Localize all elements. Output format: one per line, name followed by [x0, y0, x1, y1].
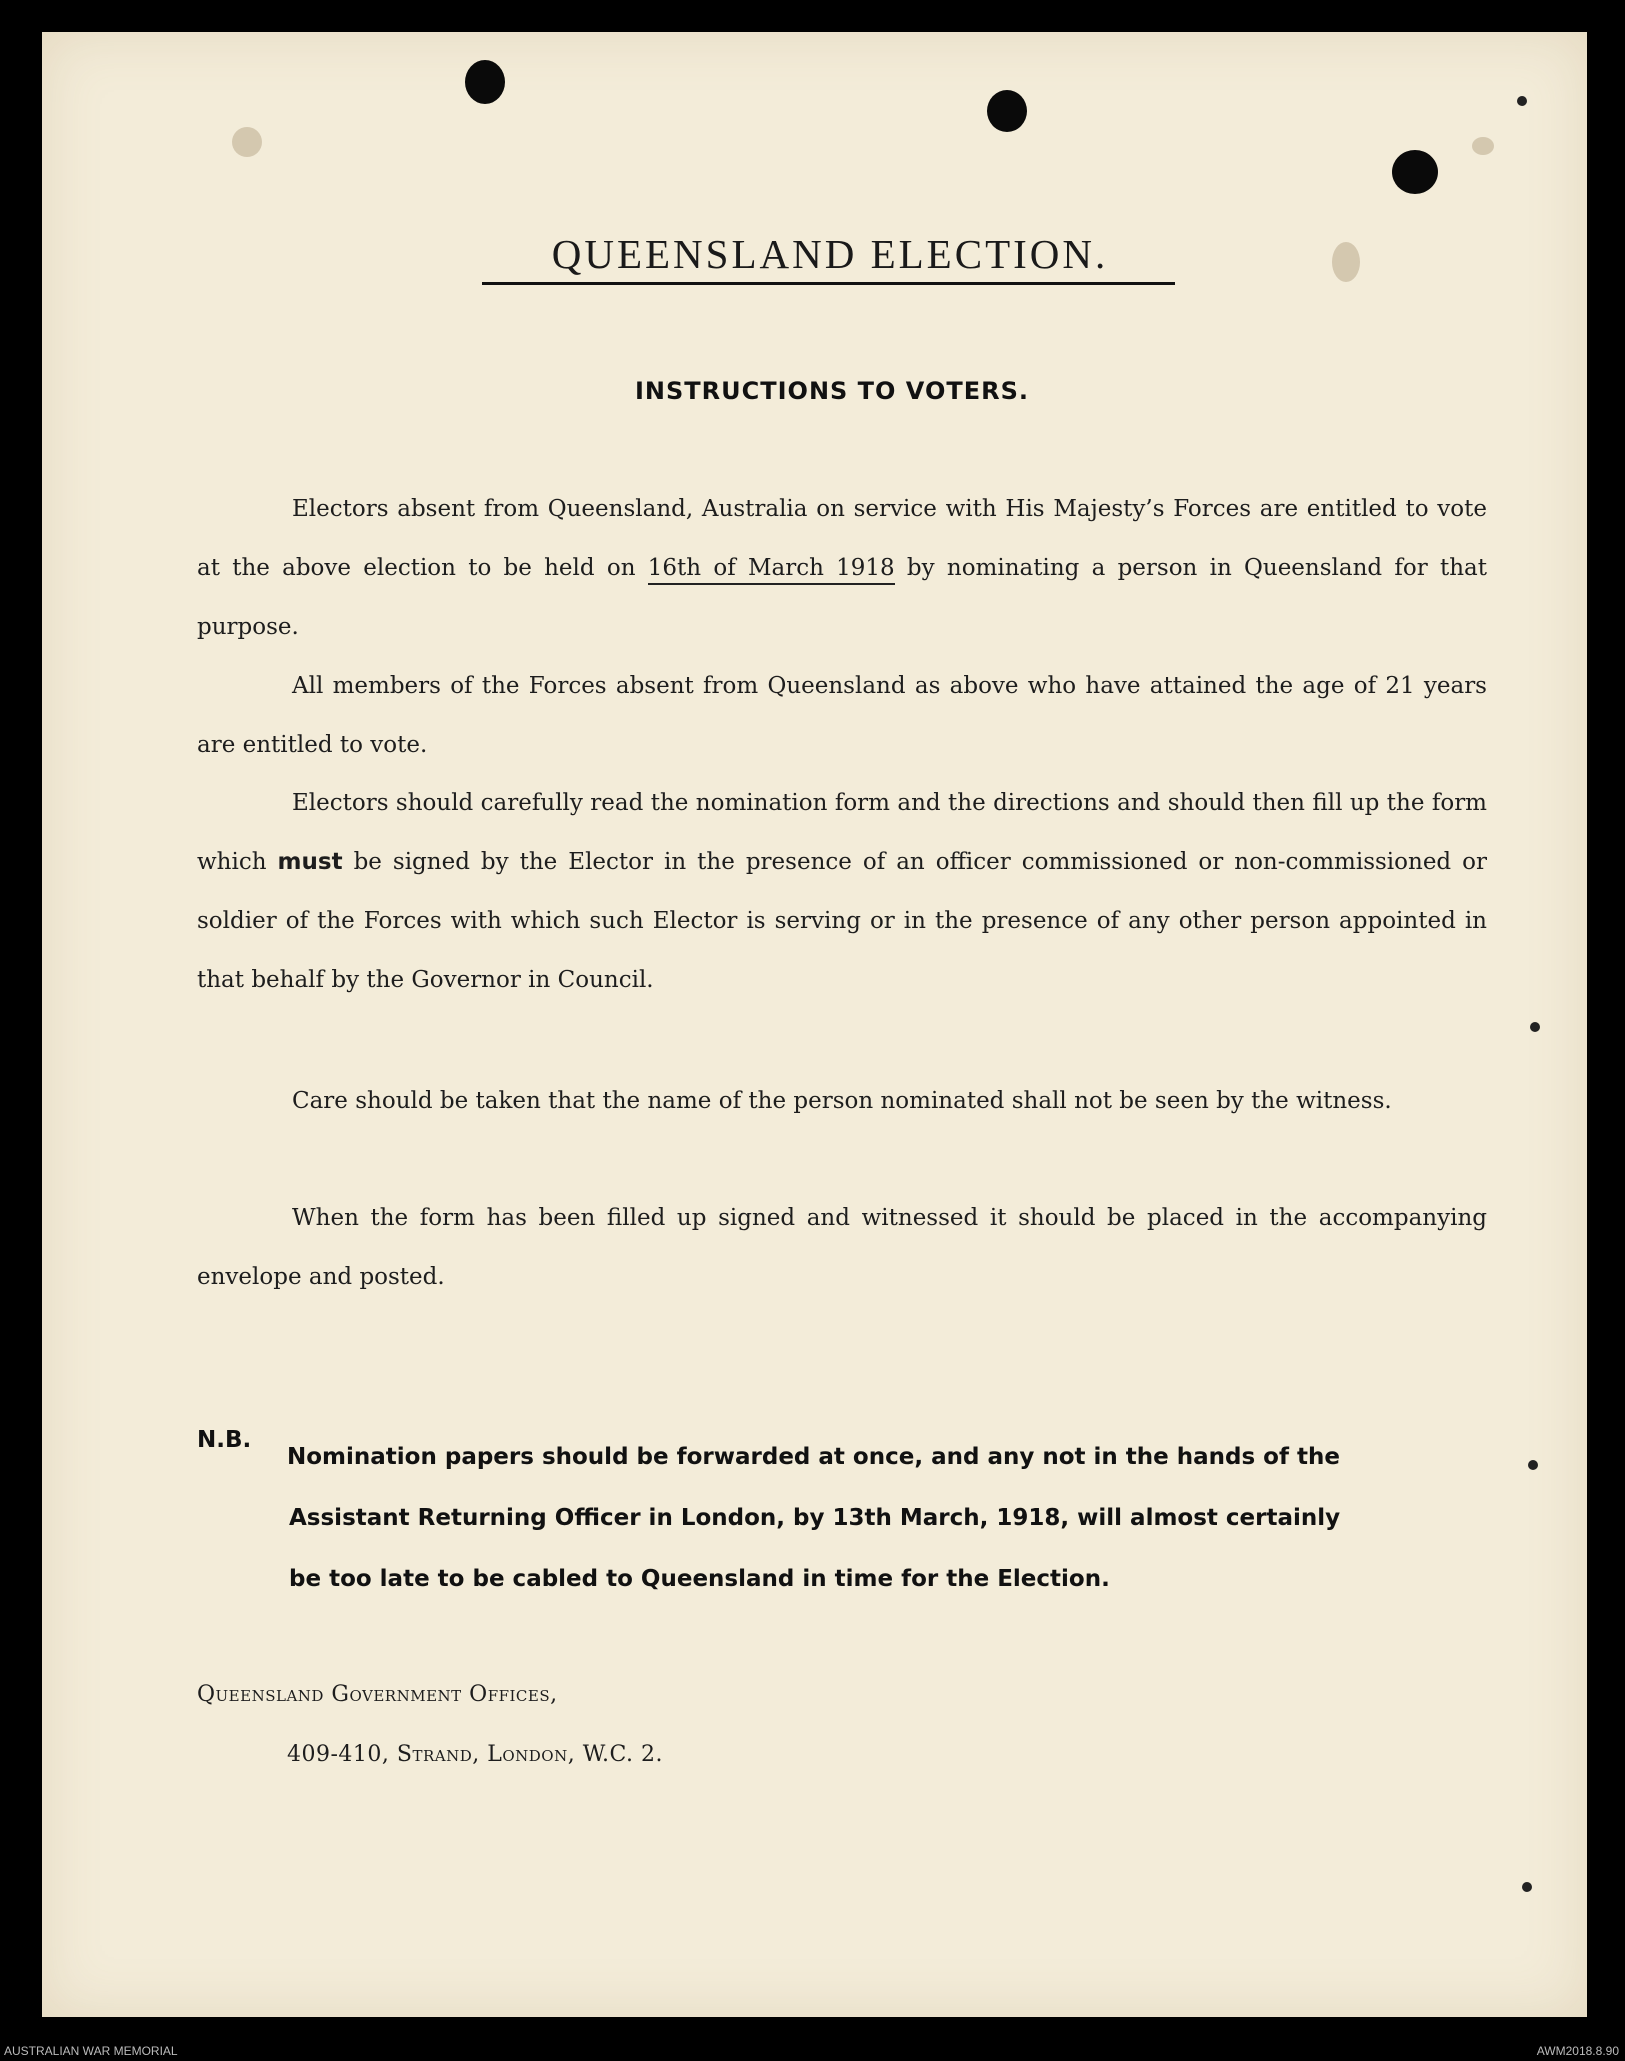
punch-hole [1392, 150, 1438, 194]
punch-hole [465, 60, 505, 104]
nb-line: be too late to be cabled to Queensland in time for the Election. [289, 1566, 1110, 1592]
paragraph-eligibility [197, 480, 1487, 657]
office-address: 409-410, Strand, London, W.C. 2. [287, 1742, 663, 1767]
document-subtitle: INSTRUCTIONS TO VOTERS. [634, 377, 1029, 405]
title-underline [482, 282, 1175, 285]
pin-hole [1528, 1460, 1538, 1470]
paragraph-text: Electors absent from Queensland, Australia on service with His Majesty’s Forces are entitled to vote at the above election to be held on [197, 496, 1487, 581]
paper-damage [1332, 242, 1360, 282]
nb-line: Assistant Returning Officer in London, by 13th March, 1918, will almost certainly [289, 1505, 1341, 1531]
emphasis-must: must [277, 849, 343, 875]
footer-accession-number: AWM2018.8.90 [1536, 2044, 1619, 2058]
paragraph-text: Electors should carefully read the nomination form and the directions and should then fill up the form which [197, 790, 1487, 875]
nb-label: N.B. [197, 1427, 252, 1453]
paragraph-text: by nominating a person in Queensland for that purpose. [197, 555, 1487, 640]
document-page [42, 32, 1587, 2017]
punch-hole [987, 90, 1027, 132]
nb-line: Nomination papers should be forwarded at once, and any not in the hands of the [287, 1444, 1340, 1470]
paragraph-text: be signed by the Elector in the presence of an officer commissioned or non-commissioned or soldier of the Forces with which such Elector is serving or in the presence of any other person appointed in that behalf by the Governor in Council. [197, 849, 1487, 993]
paragraph-witness: Care should be taken that the name of the person nominated shall not be seen by the witness. [292, 1088, 1392, 1114]
document-title: QUEENSLAND ELECTION. [551, 231, 1109, 277]
paper-damage [232, 127, 262, 157]
pin-hole [1530, 1022, 1540, 1032]
paragraph-posting: When the form has been filled up signed and witnessed it should be placed in the accompanying envelope and posted. [197, 1205, 1487, 1290]
paper-damage [1472, 137, 1494, 155]
paragraph-age: All members of the Forces absent from Queensland as above who have attained the age of 21 years are entitled to vote. [197, 673, 1487, 758]
pin-hole [1517, 96, 1527, 106]
pin-hole [1522, 1882, 1532, 1892]
nb-note [287, 1427, 1487, 1610]
election-date: 16th of March 1918 [648, 555, 895, 585]
footer-institution: AUSTRALIAN WAR MEMORIAL [4, 2044, 178, 2058]
paragraph-nomination-form [197, 774, 1487, 1010]
office-name: Queensland Government Offices, [197, 1682, 558, 1707]
